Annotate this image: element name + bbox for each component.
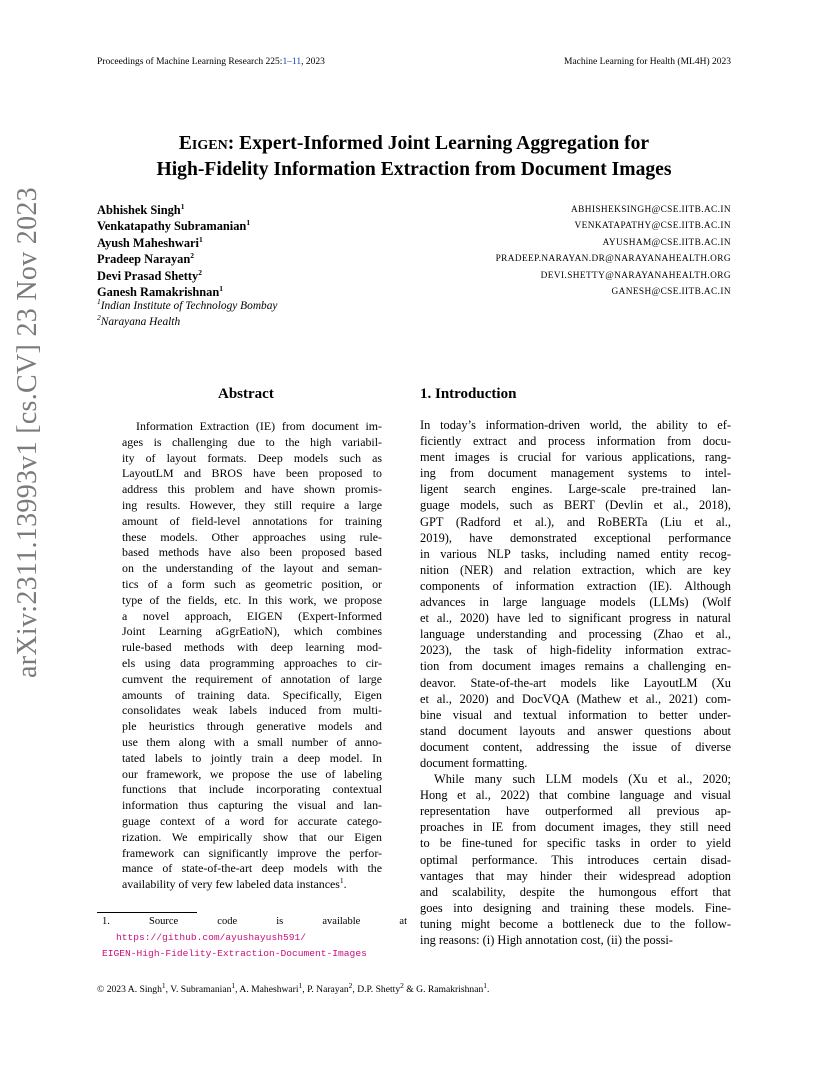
- abstract-heading: Abstract: [218, 386, 274, 402]
- text-line: to be fine-tuned for specific tasks in order to yield: [420, 836, 731, 851]
- footnote: [102, 914, 407, 962]
- copyright-affiliation-mark: 1: [161, 980, 166, 990]
- copyright-affiliation-mark: 1: [298, 980, 303, 990]
- text-line: Joint Learning aGgrEatioN), which combines: [122, 624, 382, 639]
- text-line: these models. Other approaches using rule-: [122, 529, 382, 544]
- running-header-right: Machine Learning for Health (ML4H) 2023: [564, 57, 731, 67]
- text-line: our framework, we propose the use of labeling: [122, 766, 382, 781]
- footnote-rule: [97, 912, 197, 913]
- text-line: proaches in IE from document images, they still need: [420, 820, 731, 835]
- copyright-end: .: [487, 984, 490, 995]
- text-line: in various NLP tasks, including named entity recog-: [420, 546, 731, 561]
- footnote-mark[interactable]: 1: [339, 876, 344, 886]
- paper-title: Eigen: Expert-Informed Joint Learning Aggregation for High-Fidelity Information Extraction from Document Images: [156, 133, 672, 180]
- text-line: representation have outperformed all previous ap-: [420, 804, 731, 819]
- text-line: type of the fields, etc. In this work, we propose: [122, 592, 382, 607]
- affiliation: $^2$Narayana Health: [97, 313, 181, 328]
- text-line: advances in large language models (LLMs) (Wolf: [420, 595, 731, 610]
- introduction-body: [420, 417, 731, 948]
- text-line: ages is challenging due to the high variabil-: [122, 434, 382, 449]
- text-line: In today’s information-driven world, the ability to ef-: [420, 418, 731, 432]
- text-line: ment images is crucial for various applications, rang-: [420, 450, 731, 465]
- text-line: use them along with a small number of anno-: [122, 734, 382, 749]
- text-line: els using data programming approaches to cir-: [122, 655, 382, 670]
- text-line: ity of layout formats. Deep models such as: [122, 450, 382, 465]
- copyright-author: , D.P. Shetty: [352, 984, 401, 995]
- author-name: Ganesh Ramakrishnan$^1$: [97, 283, 223, 299]
- author-affiliation-mark: 1: [180, 201, 185, 211]
- author-name: Ayush Maheshwari$^1$: [97, 234, 203, 250]
- footnote-line: 1. Source code is available at: [102, 916, 407, 927]
- author-name: Abhishek Singh$^1$: [97, 201, 185, 217]
- copyright-affiliation-mark: 2: [400, 980, 404, 990]
- text-line: functions that include incorporating contextual: [122, 782, 382, 797]
- copyright-affiliation-mark: 2: [348, 980, 353, 990]
- text-line: ligent search engines. Large-scale pre-trained lan-: [420, 482, 731, 497]
- text-line: vantages that may hinder their widespread adoption: [420, 868, 731, 883]
- copyright-icon: ©: [97, 984, 105, 995]
- text-line: tion from document images remains a challenging en-: [420, 659, 731, 674]
- text-line: tated labels to jointly train a deep model. In: [122, 750, 382, 765]
- text-line: ing reasons: (i) High annotation cost, (ii) the possi-: [420, 933, 673, 947]
- affiliation: $^1$Indian Institute of Technology Bombay: [97, 297, 278, 312]
- text-line: ing results. However, they still require a large: [122, 497, 382, 512]
- text-line: document content, addressing the issue of diverse: [420, 739, 731, 754]
- text-line: on the understanding of the layout and seman-: [122, 561, 382, 576]
- author-affiliation-mark: 2: [190, 251, 195, 261]
- text-line: rule-based methods with deep learning mod-: [122, 640, 382, 655]
- text-line: et al., 2020) have led to significant progress in natural: [420, 611, 731, 626]
- text-line: tuning might become a bottleneck due to the follow-: [420, 916, 731, 931]
- page-range-link[interactable]: 1–11: [282, 57, 302, 67]
- text-line: and scalability, despite the humongous effort that: [420, 884, 731, 899]
- text-line: based methods have also been proposed based: [122, 545, 382, 560]
- author-affiliation-mark: 2: [198, 267, 202, 277]
- text-line: document formatting.: [420, 755, 528, 770]
- text-line: stand document layouts and answer questions about: [420, 723, 731, 738]
- text-line: language understanding and processing (Zhao et al.,: [420, 627, 731, 642]
- text-line: LayoutLM and BROS have been proposed to: [122, 466, 382, 481]
- abstract-body: [122, 419, 382, 893]
- author-affiliation-mark: 1: [246, 218, 251, 228]
- text-line: tics of a form such as geometric position, or: [122, 576, 382, 591]
- copyright-author: & G. Ramakrishnan: [403, 984, 484, 995]
- arxiv-stamp: arXiv:2311.13993v1 [cs.CV] 23 Nov 2023: [12, 187, 43, 678]
- author-affiliation-mark: 1: [199, 234, 203, 244]
- copyright-line: [97, 980, 490, 995]
- text-line: deavor. State-of-the-art models like LayoutLM (Xu: [420, 675, 731, 690]
- text-line: ing from document management systems to intel-: [420, 466, 731, 481]
- copyright-affiliation-mark: 1: [231, 980, 236, 990]
- running-header-left: Proceedings of Machine Learning Research 225:1–11, 2023: [97, 57, 325, 67]
- author-name: Devi Prasad Shetty$^2$: [97, 267, 202, 283]
- text-line: amounts of training data. Specifically, Eigen: [122, 687, 382, 702]
- author-email[interactable]: AYUSHAM@CSE.IITB.AC.IN: [602, 237, 731, 248]
- title-system-name: Eigen: [178, 133, 228, 154]
- text-line: ple heuristics through generative models and: [122, 719, 382, 734]
- text-line: guage context of a word for accurate catego-: [122, 813, 382, 828]
- text-line: cumvent the requirement of annotation of large: [122, 671, 382, 686]
- text-line: optimal performance. This introduces certain disad-: [420, 852, 731, 867]
- author-name: Venkatapathy Subramanian$^1$: [97, 218, 251, 234]
- introduction-heading: 1. Introduction: [420, 386, 517, 402]
- affiliation-mark: 1: [97, 297, 101, 307]
- text-line: consolidates weak labels induced from multi-: [122, 703, 382, 718]
- text-line: ficiently extract and process information from docu-: [420, 434, 731, 449]
- author-email[interactable]: GANESH@CSE.IITB.AC.IN: [611, 287, 731, 297]
- copyright-author: , A. Maheshwari: [235, 984, 299, 995]
- text-line: components of information extraction (IE). Although: [420, 578, 731, 593]
- copyright-affiliation-mark: 1: [483, 980, 488, 990]
- author-name: Pradeep Narayan$^2$: [97, 251, 195, 267]
- copyright-author: , P. Narayan: [302, 984, 349, 995]
- text-line: mance of state-of-the-art deep models with the: [122, 861, 382, 876]
- copyright-author: , V. Subramanian: [165, 984, 232, 995]
- copyright-author: 2023 A. Singh: [106, 984, 162, 995]
- author-email[interactable]: VENKATAPATHY@CSE.IITB.AC.IN: [574, 221, 731, 232]
- author-email[interactable]: DEVI.SHETTY@NARAYANAHEALTH.ORG: [540, 270, 731, 281]
- text-line: Information Extraction (IE) from document im-: [136, 419, 382, 433]
- text-line: framework can significantly improve the perfor-: [122, 845, 382, 860]
- text-line: et al., 2020) and DocVQA (Mathew et al., 2021) com-: [420, 691, 731, 706]
- text-line: While many such LLM models (Xu et al., 2020;: [434, 772, 731, 787]
- author-email[interactable]: ABHISHEKSINGH@CSE.IITB.AC.IN: [571, 205, 731, 215]
- footnote-url-link[interactable]: https://github.com/ayushayush591/: [116, 932, 306, 943]
- author-affiliation-mark: 1: [219, 283, 223, 293]
- text-line: 2019), have demonstrated exceptional performance: [420, 530, 731, 545]
- footnote-url-link-continued[interactable]: EIGEN-High-Fidelity-Extraction-Document-Images: [102, 948, 367, 959]
- text-line: nition (NER) and relation extraction, which are key: [420, 562, 731, 577]
- text-line: Hong et al., 2022) that combine language and visual: [420, 788, 731, 803]
- text-line: goes into designing and training these models. Fine-: [420, 900, 731, 915]
- text-line: rization. We empirically show that our Eigen: [122, 829, 382, 844]
- author-email[interactable]: PRADEEP.NARAYAN.DR@NARAYANAHEALTH.ORG: [495, 254, 731, 265]
- text-line: GPT (Radford et al.), and RoBERTa (Liu et al.,: [420, 514, 731, 529]
- text-line: a novel approach, EIGEN (Expert-Informed: [122, 608, 382, 623]
- affiliation-mark: 2: [97, 313, 101, 323]
- text-line: guage models, such as BERT (Devlin et al., 2018),: [420, 498, 731, 513]
- text-line: amount of field-level annotations for training: [122, 513, 382, 528]
- text-line: information thus capturing the visual and lan-: [122, 798, 382, 813]
- text-line: bine visual and textual information to better under-: [420, 707, 731, 722]
- text-line: 2023), the task of high-fidelity information extrac-: [420, 643, 731, 658]
- text-line: address this problem and have shown promis-: [122, 482, 382, 497]
- text-line: availability of very few labeled data instances$^1$.: [122, 876, 347, 892]
